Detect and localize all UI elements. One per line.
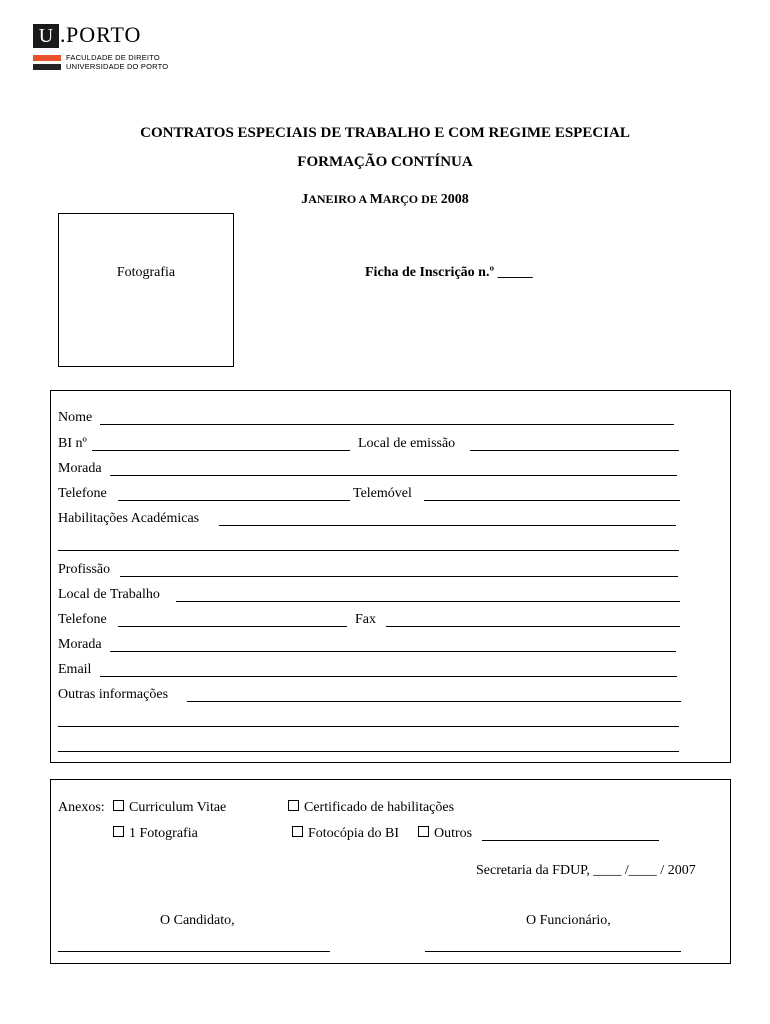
candidato-signature-line[interactable]: [58, 951, 330, 952]
profissao-field[interactable]: [120, 576, 678, 577]
telemovel-field[interactable]: [424, 500, 680, 501]
anexo-certificado[interactable]: [288, 800, 454, 816]
fax-field[interactable]: [386, 626, 680, 627]
habilitacoes-field[interactable]: [219, 525, 676, 526]
outros-field[interactable]: [482, 840, 659, 841]
email-field[interactable]: [100, 676, 677, 677]
university-logo: [33, 22, 168, 72]
funcionario-label: O Funcionário,: [526, 913, 611, 928]
telefone2-label: Telefone: [58, 612, 107, 627]
anexo-fotografia-label: 1 Fotografia: [129, 826, 198, 841]
email-label: Email: [58, 662, 92, 677]
date-year: 2008: [440, 192, 469, 207]
local-emissao-field[interactable]: [470, 450, 679, 451]
morada2-field[interactable]: [110, 651, 676, 652]
habilitacoes-label: Habilitações Académicas: [58, 511, 200, 526]
local-emissao-label: Local de emissão: [358, 436, 456, 451]
outras-field-line3[interactable]: [58, 751, 679, 752]
anexo-curriculum-label: Curriculum Vitae: [129, 800, 227, 815]
checkbox-icon[interactable]: [418, 826, 429, 837]
anexo-outros-label: Outros: [434, 826, 473, 841]
logo-faculty-text: [66, 53, 168, 71]
anexo-outros[interactable]: [418, 826, 472, 842]
fax-label: Fax: [355, 612, 376, 627]
logo-black-bar: [33, 64, 61, 70]
telefone-label: Telefone: [58, 486, 107, 501]
anexo-fotocopia-label: Fotocópia do BI: [308, 826, 399, 841]
candidato-label: O Candidato,: [160, 913, 235, 928]
ficha-inscricao: Ficha de Inscrição n.º _____: [365, 265, 533, 280]
bi-label: BI nº: [58, 436, 87, 451]
outras-field-line2[interactable]: [58, 726, 679, 727]
anexo-curriculum[interactable]: [113, 800, 226, 816]
date-j: J: [301, 192, 309, 207]
funcionario-signature-line[interactable]: [425, 951, 681, 952]
logo-porto: PORTO: [66, 22, 142, 47]
anexo-fotografia[interactable]: [113, 826, 198, 842]
morada-label: Morada: [58, 461, 102, 476]
checkbox-icon[interactable]: [288, 800, 299, 811]
nome-label: Nome: [58, 410, 93, 425]
document-title: CONTRATOS ESPECIAIS DE TRABALHO E COM REGIME ESPECIAL: [140, 125, 630, 141]
document-subtitle: FORMAÇÃO CONTÍNUA: [297, 154, 473, 170]
date-range: [0, 192, 770, 208]
logo-dot: .: [60, 22, 66, 47]
secretaria-date: Secretaria da FDUP, ____ /____ / 2007: [476, 863, 696, 878]
anexo-certificado-label: Certificado de habilitações: [304, 800, 455, 815]
anexo-fotocopia-bi[interactable]: [292, 826, 399, 842]
outras-field[interactable]: [187, 701, 681, 702]
logo-u-mark: U: [33, 24, 59, 48]
local-trabalho-field[interactable]: [176, 601, 680, 602]
checkbox-icon[interactable]: [113, 826, 124, 837]
morada-field[interactable]: [110, 475, 677, 476]
logo-faculty-line1: FACULDADE DE DIREITO: [66, 53, 160, 62]
date-aneiro: ANEIRO A: [308, 192, 370, 206]
logo-faculty-line2: UNIVERSIDADE DO PORTO: [66, 62, 169, 71]
telefone2-field[interactable]: [118, 626, 347, 627]
bi-field[interactable]: [92, 450, 350, 451]
date-arco: ARÇO DE: [382, 192, 441, 206]
local-trabalho-label: Local de Trabalho: [58, 587, 160, 602]
telemovel-label: Telemóvel: [353, 486, 412, 501]
checkbox-icon[interactable]: [113, 800, 124, 811]
morada2-label: Morada: [58, 637, 102, 652]
photo-box[interactable]: [58, 213, 234, 367]
checkbox-icon[interactable]: [292, 826, 303, 837]
outras-label: Outras informações: [58, 687, 169, 702]
date-m: M: [369, 192, 383, 207]
logo-orange-bar: [33, 55, 61, 61]
photo-label: Fotografia: [116, 265, 176, 280]
nome-field[interactable]: [100, 424, 674, 425]
habilitacoes-field-line2[interactable]: [58, 550, 679, 551]
anexos-label: Anexos:: [58, 800, 105, 815]
telefone-field[interactable]: [118, 500, 350, 501]
profissao-label: Profissão: [58, 562, 111, 577]
